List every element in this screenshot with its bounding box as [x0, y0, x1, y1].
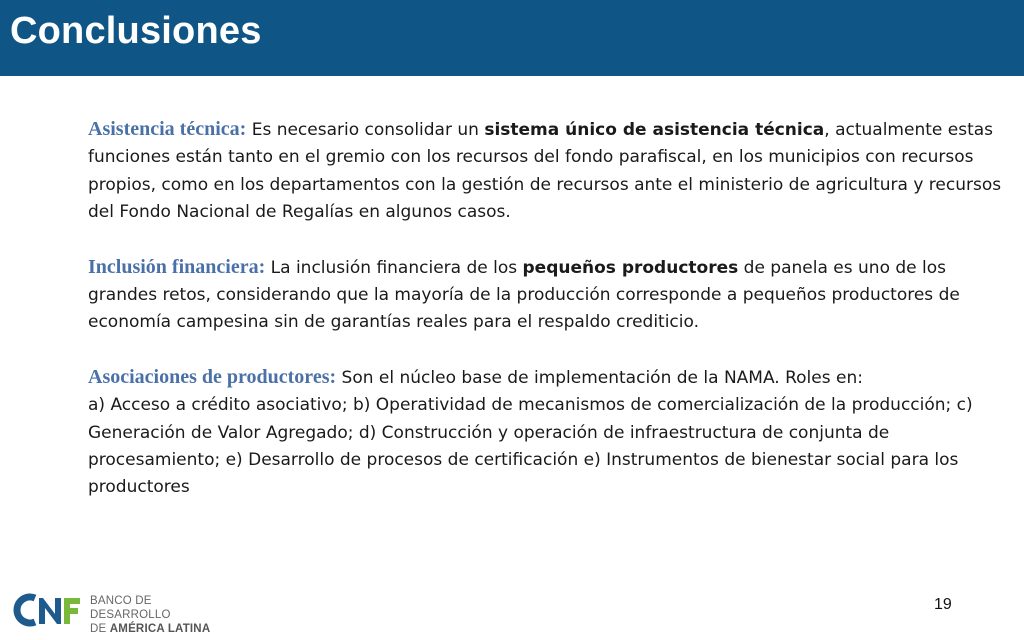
page-number: 19	[934, 596, 952, 613]
caf-logo	[12, 592, 222, 635]
section-emphasis: sistema único de asistencia técnica	[484, 120, 825, 140]
logo-line-1: BANCO DE DESARROLLO	[90, 595, 171, 621]
logo-caption	[90, 594, 222, 636]
section-producer-associations	[88, 364, 1018, 502]
page-title: Conclusiones	[10, 10, 262, 52]
section-roles-text: a) Acceso a crédito asociativo; b) Operatividad de mecanismos de comercialización de la producción; c) Generación de Valor Agregado; d) Construcción y operación de infraestructura de conjunta de procesamiento; e) Desarrollo de procesos de certificación e) Instrumentos de bienestar social para los productores	[88, 395, 973, 498]
caf-logo-mark	[12, 592, 88, 628]
content-body	[88, 116, 1018, 529]
title-bar	[0, 0, 1024, 76]
section-heading: Inclusión financiera:	[88, 255, 266, 278]
section-heading: Asociaciones de productores:	[88, 365, 337, 388]
section-text: Son el núcleo base de implementación de la NAMA. Roles en:	[336, 367, 863, 388]
section-heading: Asistencia técnica:	[88, 118, 247, 140]
section-text: La inclusión financiera de los	[265, 257, 523, 278]
section-emphasis: pequeños productores	[522, 257, 739, 278]
section-text: , actualmente estas funciones están tanto en el gremio con los recursos del fondo parafiscal, en los municipios con recursos propios, como en los departamentos con la gestión de recursos ante el ministerio de agricultura y recursos del Fondo Nacional de Regalías en algunos casos.	[88, 120, 1002, 223]
section-financial-inclusion	[88, 254, 1018, 337]
section-text: Es necesario consolidar un	[246, 120, 485, 140]
section-technical-assistance	[88, 116, 1018, 227]
section-text: de panela es uno de los grandes retos, considerando que la mayoría de la producción corresponde a pequeños productores de economía campesina sin de garantías reales para el respaldo crediticio.	[88, 257, 960, 333]
logo-line-2: DE AMÉRICA LATINA	[90, 623, 211, 635]
